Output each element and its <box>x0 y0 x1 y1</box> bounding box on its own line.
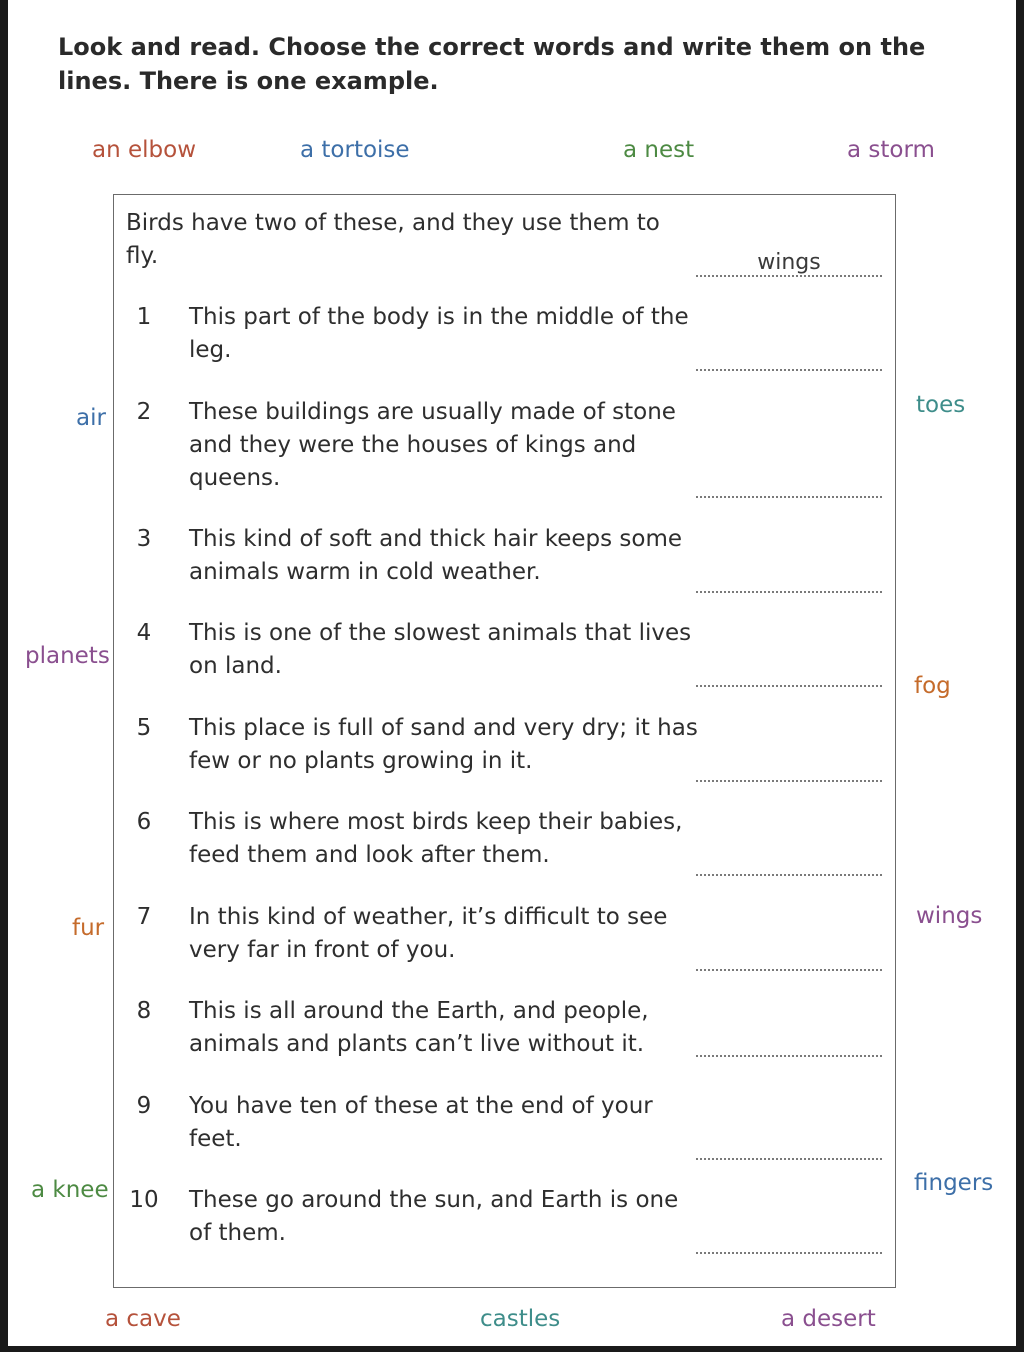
question-text: This is where most birds keep their babies, feed them and look after them. <box>189 809 683 868</box>
question-text: This is all around the Earth, and people, animals and plants can’t live without it. <box>189 998 649 1057</box>
questions-box <box>113 194 896 1288</box>
word-fingers: fingers <box>914 1170 994 1196</box>
question-text: This place is full of sand and very dry; it has few or no plants growing in it. <box>189 715 698 774</box>
question-number: 5 <box>136 715 152 741</box>
question-number: 2 <box>136 399 152 425</box>
answer-line-9[interactable] <box>696 1128 882 1160</box>
question-text: These go around the sun, and Earth is one of them. <box>189 1187 679 1246</box>
question-text: In this kind of weather, it’s difficult to see very far in front of you. <box>189 904 668 963</box>
word-fur: fur <box>72 915 105 941</box>
word-wings: wings <box>916 903 983 929</box>
word-toes: toes <box>916 392 966 418</box>
word-a-tortoise: a tortoise <box>300 137 410 163</box>
question-number: 4 <box>136 620 152 646</box>
word-fog: fog <box>914 673 951 699</box>
word-planets: planets <box>25 643 110 669</box>
question-text: This is one of the slowest animals that lives on land. <box>189 620 692 679</box>
answer-line-4[interactable] <box>696 655 882 687</box>
question-number: 3 <box>136 526 152 552</box>
word-a-storm: a storm <box>847 137 935 163</box>
question-text: You have ten of these at the end of your feet. <box>189 1093 653 1152</box>
question-number: 7 <box>136 904 152 930</box>
answer-line-10[interactable] <box>696 1222 882 1254</box>
question-number: 10 <box>129 1187 159 1213</box>
example-answer: wings <box>757 250 821 275</box>
answer-line-5[interactable] <box>696 750 882 782</box>
question-text: This part of the body is in the middle of the leg. <box>189 304 689 363</box>
answer-line-1[interactable] <box>696 339 882 371</box>
question-number: 1 <box>136 304 152 330</box>
word-a-nest: a nest <box>623 137 695 163</box>
answer-line-7[interactable] <box>696 939 882 971</box>
word-a-knee: a knee <box>31 1177 109 1203</box>
answer-line-3[interactable] <box>696 561 882 593</box>
word-castles: castles <box>480 1306 561 1332</box>
word-a-desert: a desert <box>781 1306 876 1332</box>
answer-line-6[interactable] <box>696 844 882 876</box>
example-text: Birds have two of these, and they use them to fly. <box>126 210 660 269</box>
question-text: This kind of soft and thick hair keeps some animals warm in cold weather. <box>189 526 683 585</box>
question-text: These buildings are usually made of stone and they were the houses of kings and queens. <box>189 399 676 491</box>
word-air: air <box>76 405 106 431</box>
question-number: 9 <box>136 1093 152 1119</box>
instruction-heading: Look and read. Choose the correct words and write them on the lines. There is one example. <box>58 33 926 95</box>
answer-line-2[interactable] <box>696 466 882 498</box>
question-number: 6 <box>136 809 152 835</box>
worksheet-page <box>8 0 1016 1346</box>
word-an-elbow: an elbow <box>92 137 197 163</box>
question-number: 8 <box>136 998 152 1024</box>
example-answer-line <box>696 245 882 277</box>
word-a-cave: a cave <box>105 1306 181 1332</box>
answer-line-8[interactable] <box>696 1025 882 1057</box>
